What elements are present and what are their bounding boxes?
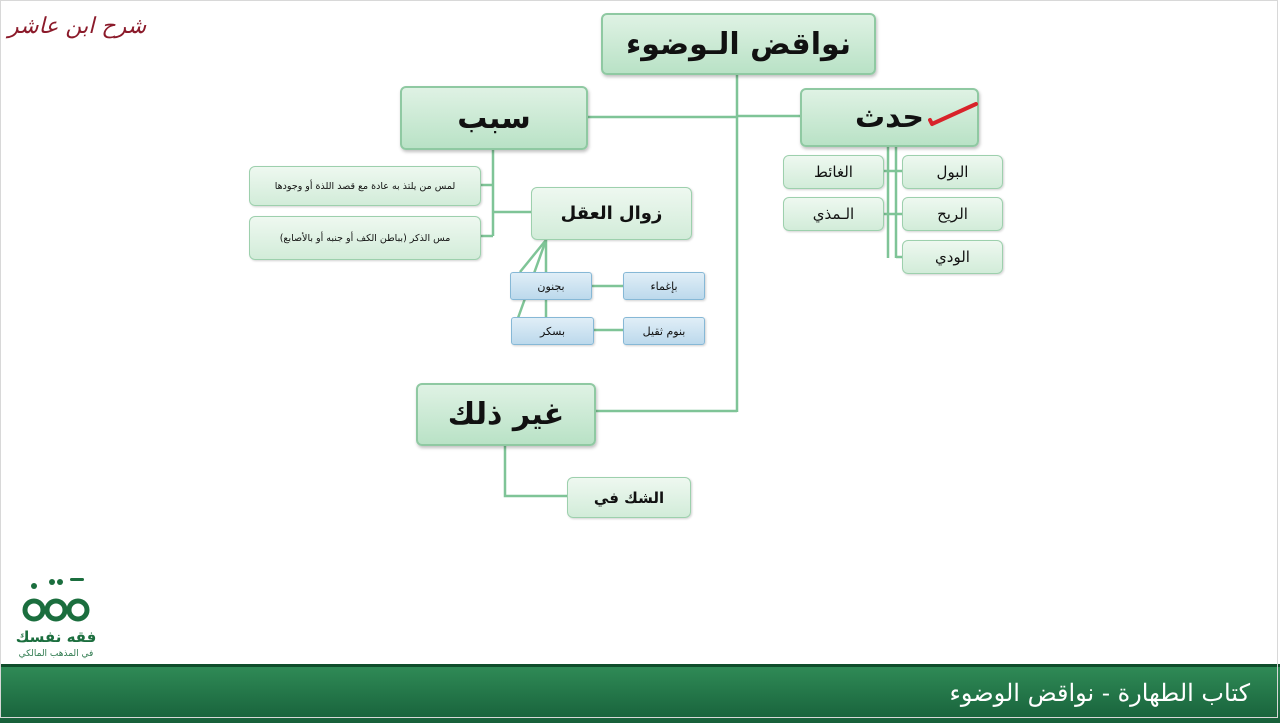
hadath-item: الودي [902, 240, 1003, 274]
footer-bar [0, 664, 1280, 723]
root-node: نواقض الـوضوء [601, 13, 876, 75]
hadath-node: حدث [800, 88, 979, 147]
zawal-item: بجنون [510, 272, 592, 300]
logo-title: فقه نفسك [15, 628, 97, 646]
zawal-item: بنوم ثقيل [623, 317, 705, 345]
logo-mark-icon [20, 572, 92, 628]
series-title-watermark: شرح ابن عاشر [8, 14, 147, 39]
hadath-item: الـمذي [783, 197, 884, 231]
logo [10, 572, 102, 662]
zawal-node: زوال العقل [531, 187, 692, 240]
zawal-item: بإغماء [623, 272, 705, 300]
hadath-item: الريح [902, 197, 1003, 231]
ghayr-node: غير ذلك [416, 383, 596, 446]
sabab-note-mass: مس الذكر (بباطن الكف أو جنبه أو بالأصابع) [249, 216, 481, 260]
sabab-node: سبب [400, 86, 588, 150]
check-mark-icon [928, 98, 980, 128]
logo-subtitle: في المذهب المالكي [18, 649, 94, 659]
sabab-note-touch: لمس من يلتذ به عادة مع قصد اللذة أو وجودها [249, 166, 481, 206]
footer-title: كتاب الطهارة - نواقض الوضوء [949, 679, 1250, 707]
zawal-item: بسكر [511, 317, 594, 345]
ghayr-item-doubt: الشك في [567, 477, 691, 518]
hadath-item: الغائط [783, 155, 884, 189]
hadath-item: البول [902, 155, 1003, 189]
